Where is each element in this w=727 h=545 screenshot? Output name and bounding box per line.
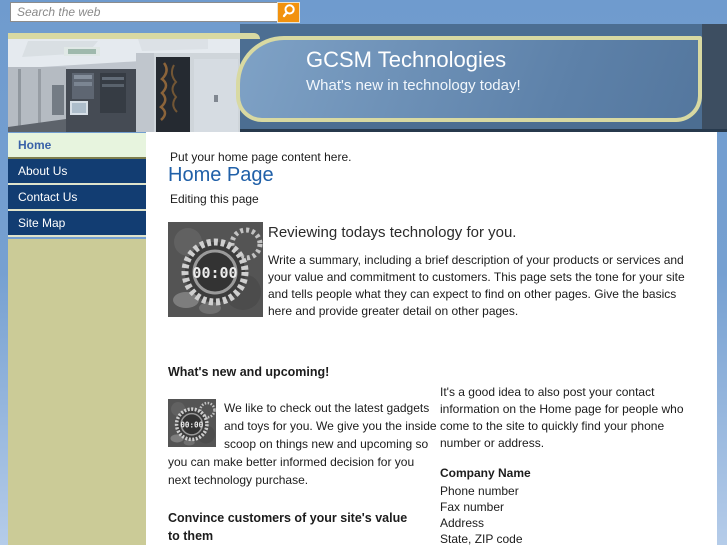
company-state-zip: State, ZIP code <box>440 532 523 545</box>
intro-note: Put your home page content here. <box>170 150 352 164</box>
site-title: GCSM Technologies <box>306 47 507 72</box>
server-room-photo <box>8 39 240 132</box>
search-button[interactable] <box>277 2 300 23</box>
banner-right-edge <box>702 24 727 132</box>
search-input[interactable] <box>10 2 278 22</box>
feature-heading: Reviewing todays technology for you. <box>268 224 517 241</box>
whats-new-block <box>168 399 440 489</box>
sidebar-item-contact-us[interactable]: Contact Us <box>8 185 146 211</box>
company-name: Company Name <box>440 466 531 480</box>
gears-clock-image-small <box>168 399 216 447</box>
page-title: Home Page <box>168 164 274 186</box>
company-fax: Fax number <box>440 500 505 514</box>
gears-clock-image <box>168 222 263 317</box>
sidebar-item-about-us[interactable]: About Us <box>8 159 146 185</box>
sidebar-filler <box>8 239 146 545</box>
banner-title-panel <box>236 36 702 122</box>
whats-new-body: We like to check out the latest gadgets and toys for you. We give you the inside scoop on things new and upcoming so you can make better informed decision for you next technology purchase. <box>168 401 437 487</box>
company-contact-block <box>440 483 523 545</box>
company-phone: Phone number <box>440 484 519 498</box>
header-banner <box>0 24 727 132</box>
company-address: Address <box>440 516 485 530</box>
page-subtitle: Editing this page <box>170 192 259 206</box>
magnifier-icon <box>281 3 297 19</box>
sidebar-item-site-map[interactable]: Site Map <box>8 211 146 237</box>
contact-tip-text: It's a good idea to also post your contact information on the Home page for people who come to the site to quickly find your phone number or address. <box>440 385 684 450</box>
site-tagline: What's new in technology today! <box>306 77 521 94</box>
whats-new-heading: What's new and upcoming! <box>168 365 330 379</box>
sidebar-item-home[interactable]: Home <box>8 133 146 159</box>
feature-body: Write a summary, including a brief description of your products or services and your value and commitment to customers. This page sets the tone for your site and tells people what they can expect to find on other pages. Give the basics here and provide greater detail on other pages. <box>268 253 685 318</box>
sidebar-nav <box>8 133 146 237</box>
convince-heading: Convince customers of your site's value to them <box>168 511 408 543</box>
